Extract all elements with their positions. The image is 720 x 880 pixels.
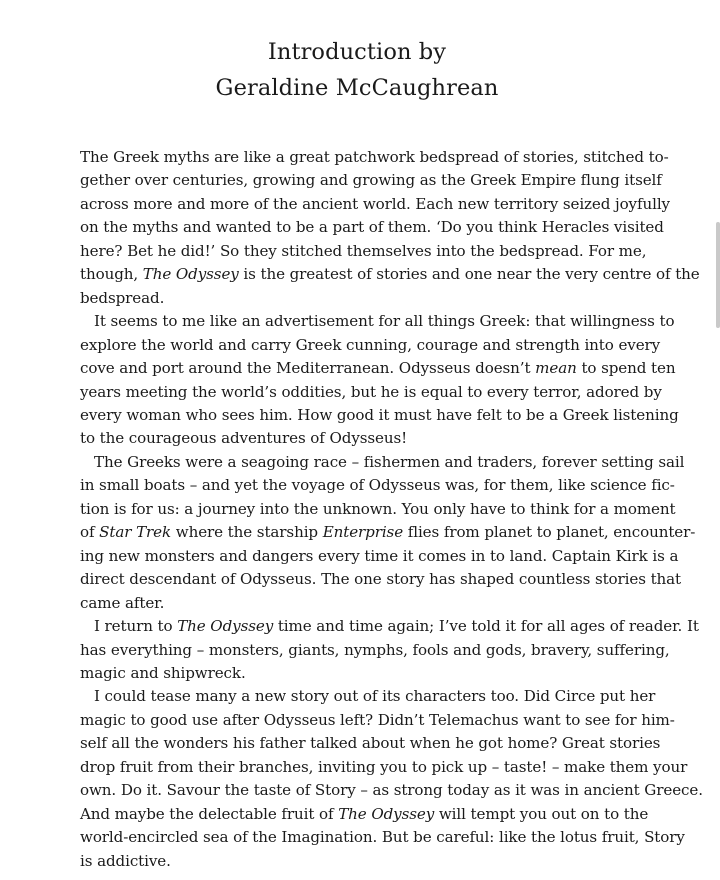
text-line: explore the world and carry Greek cunning, courage and strength into every (80, 335, 661, 354)
paragraph (80, 685, 703, 873)
paragraph (80, 451, 696, 615)
text-line: has everything – monsters, giants, nymphs, fools and gods, bravery, suffering, (80, 640, 670, 659)
text-line: years meeting the world’s oddities, but he is equal to every terror, adored by (80, 382, 662, 401)
text-line: I return to The Odyssey time and time again; I’ve told it for all ages of reader. It (94, 617, 699, 636)
italic-title: The Odyssey (338, 804, 435, 823)
body-text (80, 146, 703, 873)
text-line: magic to good use after Odysseus left? Didn’t Telemachus want to see for him- (80, 710, 675, 729)
text-line: on the myths and wanted to be a part of them. ‘Do you think Heracles visited (80, 218, 664, 237)
text-line: direct descendant of Odysseus. The one story has shaped countless stories that (80, 570, 682, 589)
text-line: though, The Odyssey is the greatest of stories and one near the very centre of the (80, 265, 700, 284)
text-line: I could tease many a new story out of its characters too. Did Circe put her (94, 687, 656, 706)
italic-title: The Odyssey (177, 617, 274, 636)
text-line: The Greek myths are like a great patchwork bedspread of stories, stitched to- (80, 148, 669, 166)
paragraph (80, 146, 700, 310)
scrollbar-thumb[interactable] (716, 222, 720, 328)
title-line-2: Geraldine McCaughrean (215, 75, 499, 101)
text-line: of Star Trek where the starship Enterprise flies from planet to planet, encounter- (80, 523, 696, 542)
text-line: here? Bet he did!’ So they stitched themselves into the bedspread. For me, (80, 241, 647, 260)
text-line: It seems to me like an advertisement for all things Greek: that willingness to (94, 312, 675, 331)
paragraph (80, 615, 699, 685)
italic-title: Enterprise (322, 523, 404, 542)
text-line: to the courageous adventures of Odysseus! (80, 429, 408, 448)
text-line: is addictive. (80, 851, 171, 870)
text-line: gether over centuries, growing and growing as the Greek Empire flung itself (80, 171, 662, 190)
italic-title: The Odyssey (142, 265, 239, 284)
text-line: world-encircled sea of the Imagination. But be careful: like the lotus fruit, Story (80, 828, 685, 847)
paragraph (80, 310, 679, 451)
text-line: in small boats – and yet the voyage of Odysseus was, for them, like science fic- (80, 476, 675, 495)
text-line: self all the wonders his father talked about when he got home? Great stories (80, 734, 661, 753)
text-line: across more and more of the ancient world. Each new territory seized joyfully (80, 194, 670, 213)
text-line: own. Do it. Savour the taste of Story – as strong today as it was in ancient Greece. (80, 781, 703, 800)
text-line: The Greeks were a seagoing race – fishermen and traders, forever setting sail (94, 452, 685, 471)
italic-title: mean (535, 359, 577, 378)
text-line: drop fruit from their branches, inviting you to pick up – taste! – make them your (80, 757, 688, 776)
text-line: tion is for us: a journey into the unknown. You only have to think for a moment (80, 499, 676, 518)
text-line: ing new monsters and dangers every time it comes in to land. Captain Kirk is a (80, 546, 679, 565)
page-title (0, 34, 714, 106)
text-line: magic and shipwreck. (80, 663, 246, 682)
text-line: cove and port around the Mediterranean. Odysseus doesn’t mean to spend ten (80, 359, 676, 378)
title-line-1: Introduction by (267, 39, 447, 65)
text-line: every woman who sees him. How good it must have felt to be a Greek listening (80, 405, 679, 424)
text-line: bedspread. (80, 288, 165, 307)
text-line: And maybe the delectable fruit of The Odyssey will tempt you out on to the (80, 804, 649, 823)
text-line: came after. (80, 593, 165, 612)
italic-title: Star Trek (99, 523, 172, 542)
